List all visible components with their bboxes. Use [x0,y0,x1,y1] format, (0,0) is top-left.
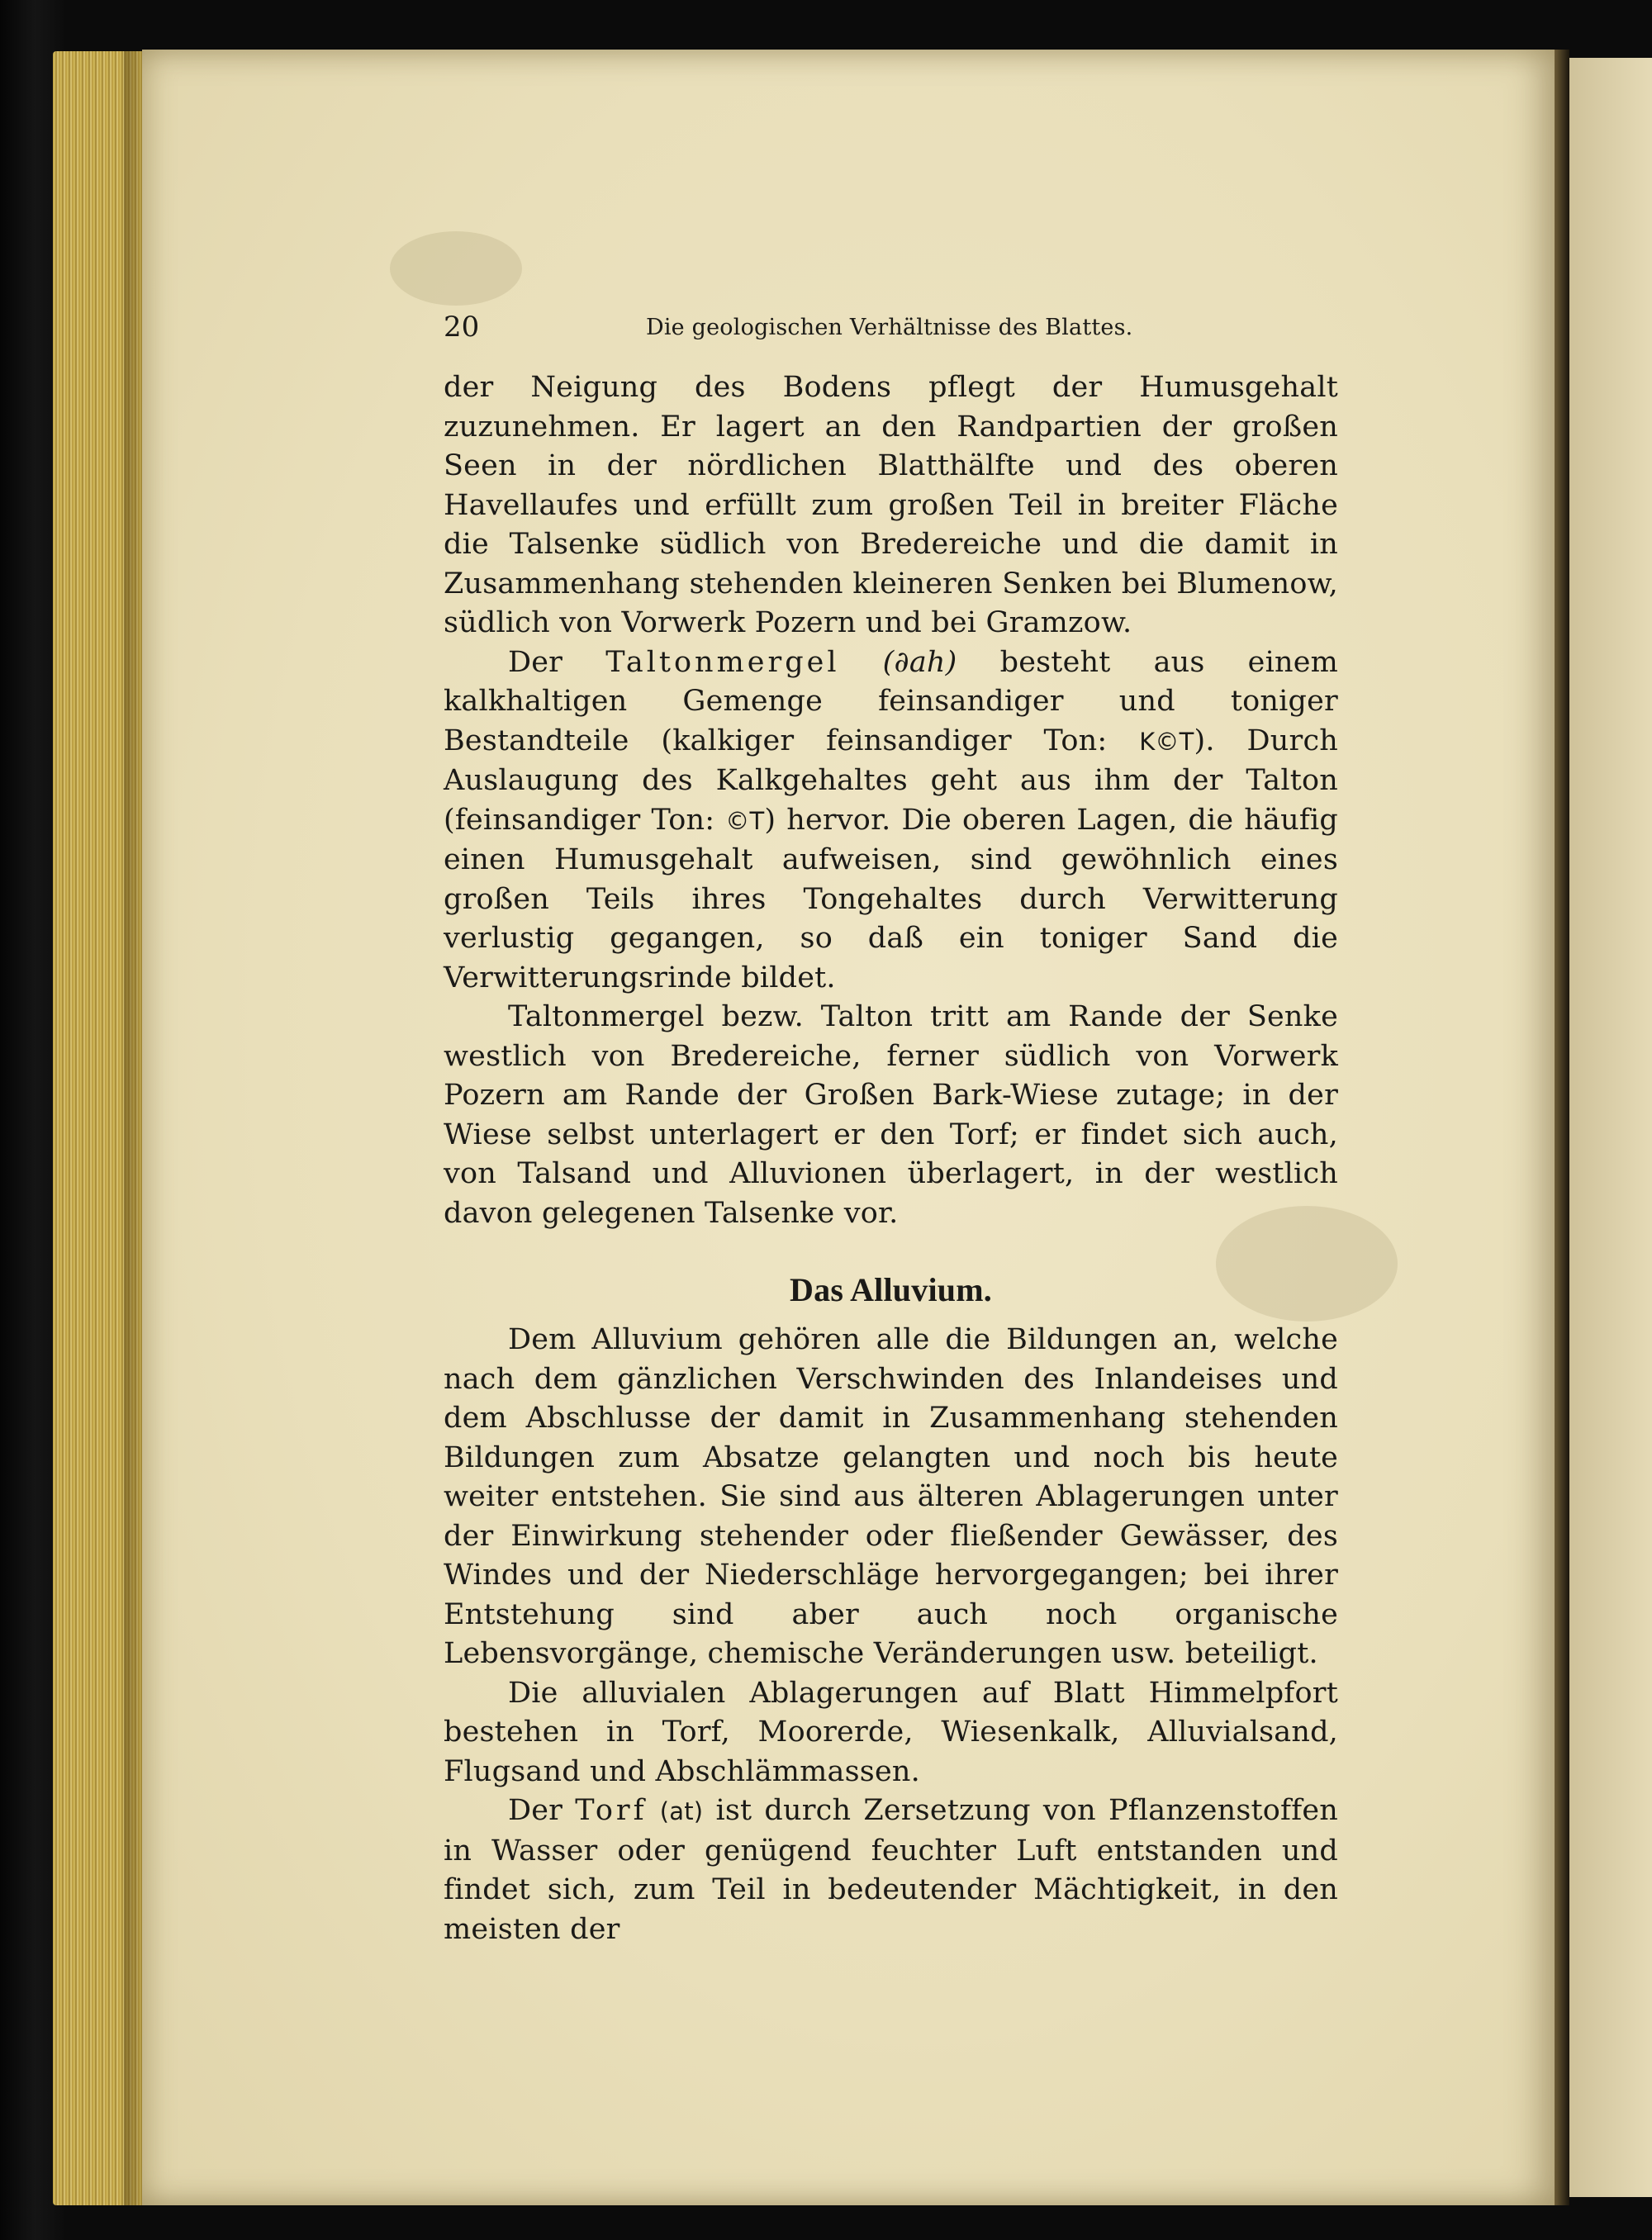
section-heading: Das Alluvium. [790,1271,992,1308]
paragraph: Taltonmergel bezw. Talton tritt am Rande der Senke westlich von Bredereiche, ferner südlich von Vorwerk Pozern am Rande der Großen Bark-Wiese zutage; in der Wiese selbst unterlagert er den Torf; er findet sich auch, von Talsand und Alluvionen überlagert, in der westlich davon gelegenen Talsenke vor. [444,1000,1338,1230]
paper-stain [390,231,522,306]
map-symbol-code: (at) [659,1797,704,1825]
text-run: ). Durch Auslaugung des Kalkgehaltes geht aus ihm der Talton (feinsandiger Ton: [444,724,1339,837]
page-header [444,306,1338,348]
paragraph [444,643,1338,999]
text-run: ) hervor. Die oberen Lagen, die häufig einen Humusgehalt aufweisen, sind gewöhnlich eines großen Teils ihres Tongehaltes durch Verwitterung verlustig gegangen, so daß ein toniger Sand die Verwitterungsrinde bildet. [444,803,1339,994]
paragraph: Die alluvialen Ablagerungen auf Blatt Himmelpfort bestehen in Torf, Moorerde, Wiesenkalk, Alluvialsand, Flugsand und Abschlämmassen. [444,1676,1338,1788]
map-symbol-code: (∂ah) [882,645,957,679]
soil-symbol: K©T [1139,727,1194,756]
running-head: Die geologischen Verhältnisse des Blattes. [646,315,1133,340]
text-run: besteht aus einem kalkhaltigen Gemenge feinsandiger und toniger Bestandteile (kalkiger feinsandiger Ton: [444,645,1339,757]
text-run: Der [508,645,563,679]
spaced-term: Torf [575,1794,648,1827]
text-run: Der [508,1794,563,1827]
spaced-term: Taltonmergel [605,645,840,679]
soil-symbol: ©T [725,806,765,835]
text-run: ist durch Zersetzung von Pflanzenstoffen in Wasser oder genügend feuchter Luft entstanden und findet sich, zum Teil in bedeutender Mächtigkeit, in den meisten der [444,1794,1339,1946]
facing-page-edge [1569,58,1652,2197]
book-gutter [1555,50,1569,2205]
paragraph: Dem Alluvium gehören alle die Bildungen an, welche nach dem gänzlichen Verschwinden des Inlandeises und dem Abschlusse der damit in Zusammenhang stehenden Bildungen zum Absatze gelangten und noch bis heute weiter entstehen. Sie sind aus älteren Ablagerungen unter der Einwirkung stehender oder fließender Gewässer, des Windes und der Niederschläge hervorgegangen; bei ihrer Entstehung sind aber auch noch organische Lebensvorgänge, chemische Veränderungen usw. beteiligt. [444,1323,1338,1670]
paragraph: der Neigung des Bodens pflegt der Humusgehalt zuzunehmen. Er lagert an den Randpartien der großen Seen in der nördlichen Blatthälfte und des oberen Havellaufes und erfüllt zum großen Teil in breiter Fläche die Talsenke südlich von Bredereiche und die damit in Zusammenhang stehenden kleineren Senken bei Blumenow, südlich von Vorwerk Pozern und bei Gramzow. [444,371,1338,639]
page-body [444,368,1338,1949]
page-number: 20 [444,311,480,344]
paragraph [444,1792,1338,1949]
